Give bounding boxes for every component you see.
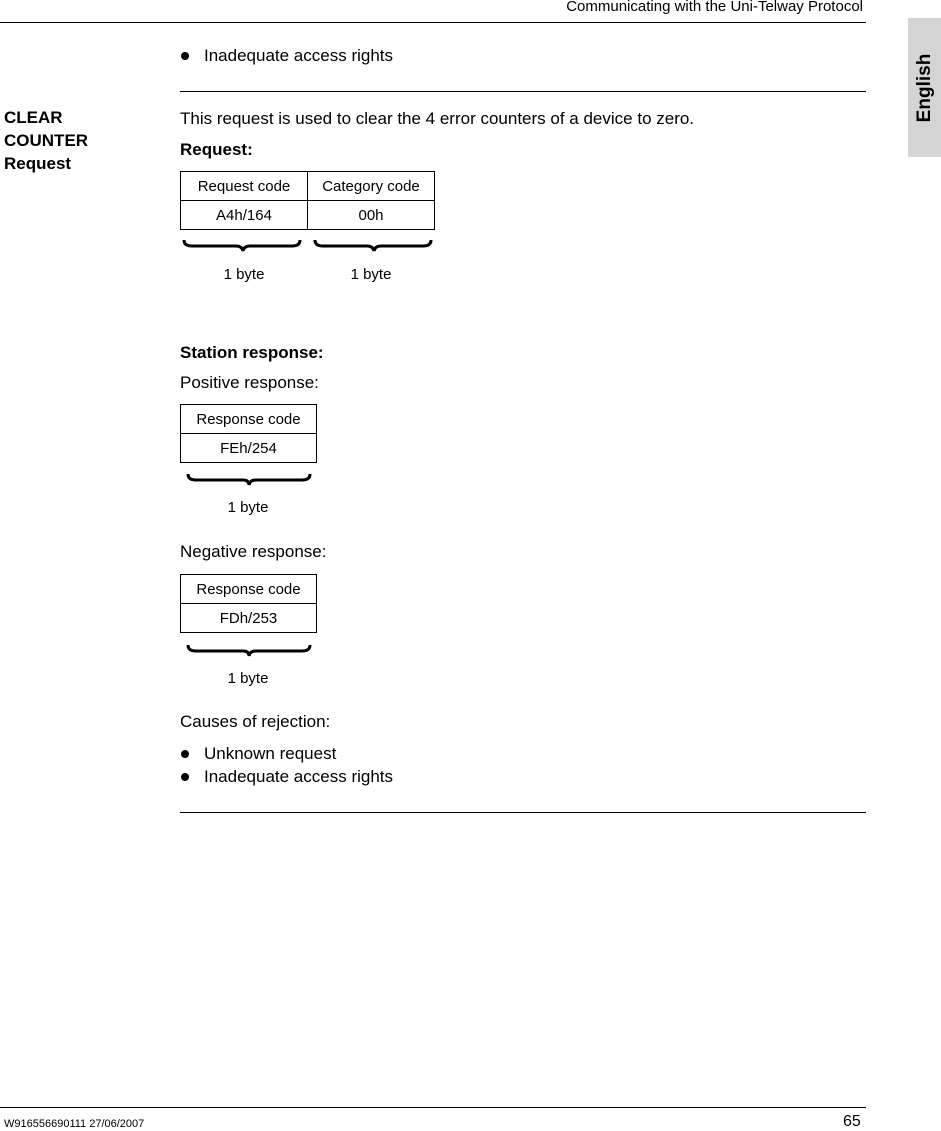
category-code-header: Category code bbox=[308, 172, 435, 201]
list-item: Inadequate access rights bbox=[180, 767, 393, 787]
list-item: Inadequate access rights bbox=[180, 46, 393, 66]
byte-size-label: 1 byte bbox=[227, 670, 269, 687]
positive-response-table bbox=[180, 404, 317, 463]
section-title-line: CLEAR bbox=[4, 108, 63, 127]
intro-paragraph: This request is used to clear the 4 error counters of a device to zero. bbox=[180, 109, 695, 128]
positive-response-label: Positive response: bbox=[180, 373, 319, 392]
response-code-header: Response code bbox=[181, 405, 317, 434]
request-heading: Request: bbox=[180, 140, 253, 159]
category-code-value: 00h bbox=[308, 201, 435, 230]
header-rule bbox=[0, 22, 866, 23]
page-number: 65 bbox=[843, 1113, 861, 1130]
document-reference: W916556690111 27/06/2007 bbox=[4, 1118, 145, 1130]
section-title-line: Request bbox=[4, 154, 72, 173]
response-code-value: FDh/253 bbox=[181, 604, 317, 633]
response-code-value: FEh/254 bbox=[181, 434, 317, 463]
byte-size-label: 1 byte bbox=[227, 499, 269, 516]
response-code-header: Response code bbox=[181, 575, 317, 604]
list-item: Unknown request bbox=[180, 744, 336, 764]
rejection-label: Causes of rejection: bbox=[180, 712, 331, 731]
section-divider bbox=[180, 812, 866, 813]
language-tab bbox=[908, 18, 941, 157]
request-frame-table bbox=[180, 171, 435, 230]
request-code-header: Request code bbox=[181, 172, 308, 201]
section-divider bbox=[180, 91, 866, 92]
station-response-heading: Station response: bbox=[180, 343, 324, 362]
byte-brace-icon bbox=[313, 238, 433, 252]
negative-response-label: Negative response: bbox=[180, 542, 327, 561]
byte-brace-icon bbox=[182, 238, 302, 252]
section-title bbox=[4, 106, 88, 175]
request-code-value: A4h/164 bbox=[181, 201, 308, 230]
footer-rule bbox=[0, 1107, 866, 1108]
section-title-line: COUNTER bbox=[4, 131, 89, 150]
byte-size-label: 1 byte bbox=[350, 266, 392, 283]
running-header-title: Communicating with the Uni-Telway Protocol bbox=[566, 0, 863, 15]
byte-brace-icon bbox=[186, 643, 312, 657]
byte-size-label: 1 byte bbox=[223, 266, 265, 283]
language-tab-label: English bbox=[913, 53, 935, 122]
byte-brace-icon bbox=[186, 472, 312, 486]
negative-response-table bbox=[180, 574, 317, 633]
